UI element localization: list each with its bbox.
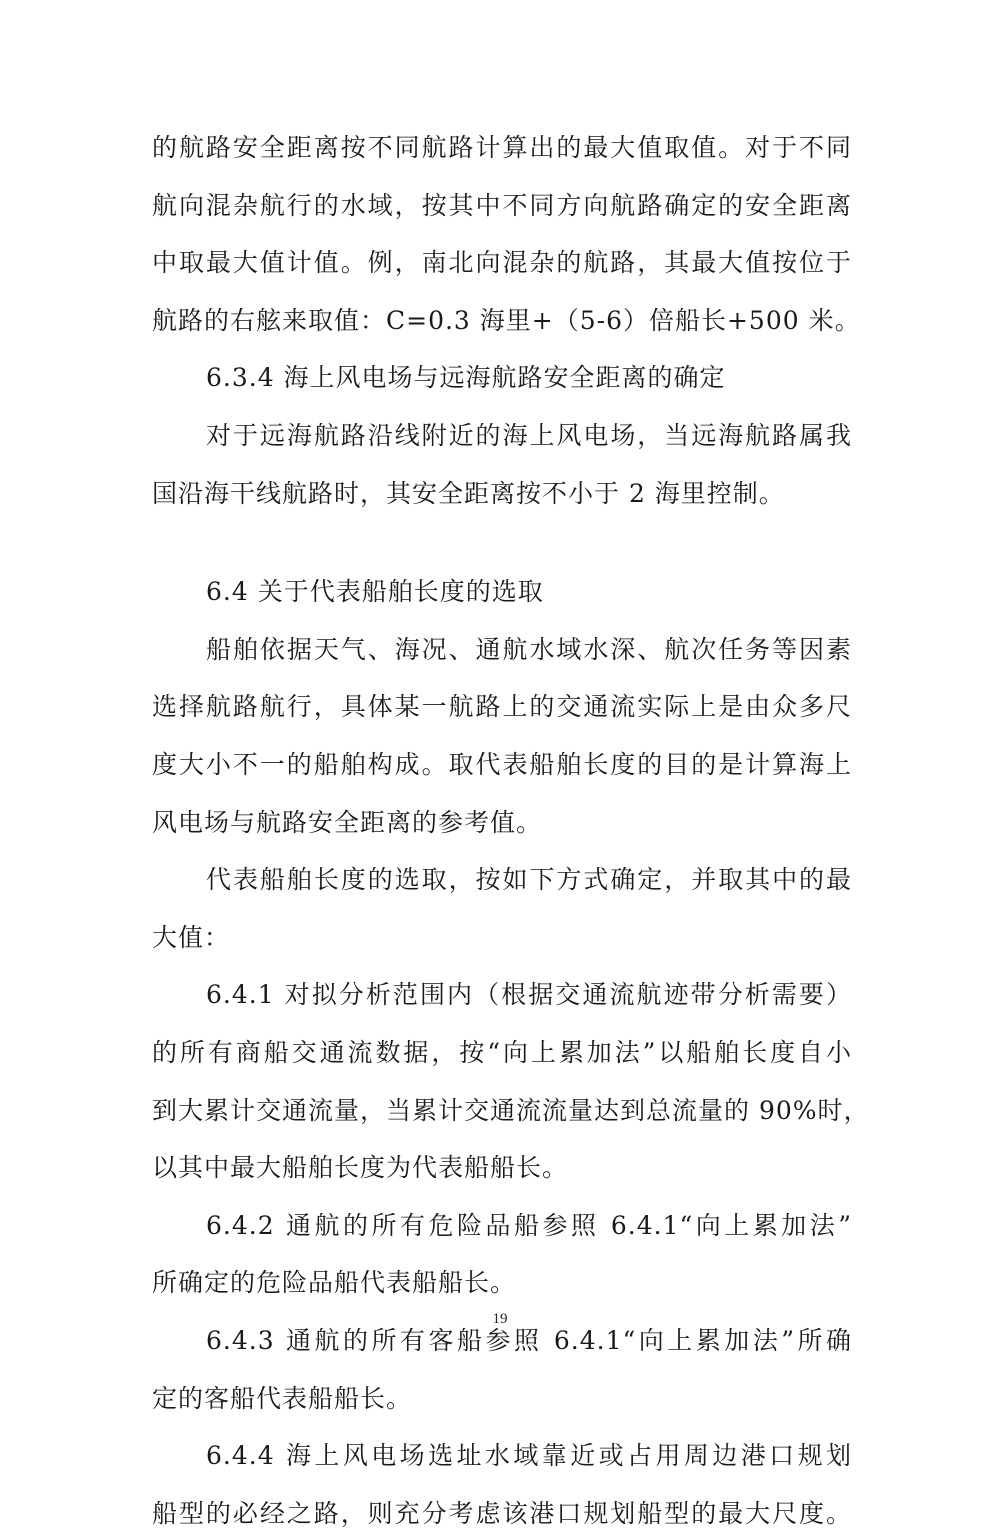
clause-6-4-3: 6.4.3 通航的所有客船参照 6.4.1“向上累加法”所确 (206, 1326, 852, 1355)
text-line: 国沿海干线航路时，其安全距离按不小于 2 海里控制。 (152, 479, 785, 508)
text-line: 中取最大值计值。例，南北向混杂的航路，其最大值按位于 (152, 248, 852, 277)
text-line: 所确定的危险品船代表船船长。 (152, 1268, 517, 1297)
paragraph-first-line: 船舶依据天气、海况、通航水域水深、航次任务等因素 (206, 635, 852, 664)
text-line: 风电场与航路安全距离的参考值。 (152, 808, 543, 837)
clause-6-4-2: 6.4.2 通航的所有危险品船参照 6.4.1“向上累加法” (206, 1211, 852, 1240)
text-line: 航路的右舷来取值：C=0.3 海里+（5-6）倍船长+500 米。 (152, 306, 861, 335)
text-line: 度大小不一的船舶构成。取代表船舶长度的目的是计算海上 (152, 750, 852, 779)
text-line: 定的客船代表船船长。 (152, 1384, 413, 1413)
paragraph-first-line: 代表船舶长度的选取，按如下方式确定，并取其中的最 (206, 865, 852, 894)
text-line: 的所有商船交通流数据，按“向上累加法”以船舶长度自小 (152, 1038, 852, 1067)
text-line: 航向混杂航行的水域，按其中不同方向航路确定的安全距离 (152, 191, 852, 220)
text-line: 以其中最大船舶长度为代表船船长。 (152, 1153, 569, 1182)
page-number: 19 (492, 1311, 508, 1327)
paragraph-first-line: 对于远海航路沿线附近的海上风电场，当远海航路属我 (206, 421, 852, 450)
clause-6-4-4: 6.4.4 海上风电场选址水域靠近或占用周边港口规划 (206, 1441, 852, 1470)
text-line: 到大累计交通流量，当累计交通流流量达到总流量的 90%时， (152, 1096, 870, 1125)
text-line: 的航路安全距离按不同航路计算出的最大值取值。对于不同 (152, 133, 852, 162)
text-line: 选择航路航行，具体某一航路上的交通流实际上是由众多尺 (152, 692, 852, 721)
section-heading-6-3-4: 6.3.4 海上风电场与远海航路安全距离的确定 (206, 363, 726, 392)
text-line: 船型的必经之路，则充分考虑该港口规划船型的最大尺度。 (152, 1499, 852, 1528)
section-heading-6-4: 6.4 关于代表船舶长度的选取 (206, 577, 544, 606)
clause-6-4-1: 6.4.1 对拟分析范围内（根据交通流航迹带分析需要） (206, 980, 852, 1009)
text-line: 大值： (152, 923, 231, 952)
